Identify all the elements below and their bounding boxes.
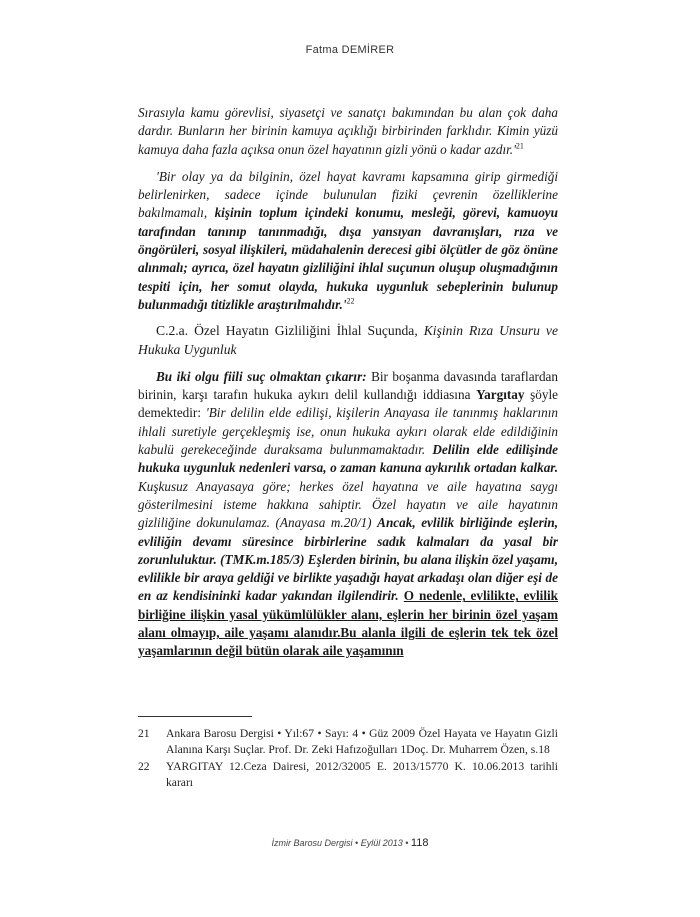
footnote-separator	[138, 716, 252, 717]
quote-2-plain: 'Bir olay ya da bilginin, özel hayat kavramı kapsamına girip girmediği belirlenirken, sadece içinde bulunulan fiziki çevrenin özelliklerine bakılmamalı,	[138, 168, 558, 221]
footnote-21	[138, 726, 558, 757]
page-footer	[0, 837, 700, 849]
footer-journal: İzmir Barosu Dergisi • Eylül 2013 •	[271, 838, 409, 848]
quote-paragraph-1	[138, 104, 558, 159]
section-heading	[138, 322, 558, 359]
footnote-ref-21[interactable]: 21	[515, 141, 524, 151]
main-quote-underlined: O nedenle, evlilikte, evlilik birliğine ilişkin yasal yükümlülükler alanı, eşlerin her birinin özel yaşam alanı olmayıp, aile yaşamı alanıdır.Bu alanla ilgili de eşlerin tek tek özel yaşamlarının değil bütün olarak aile yaşamının	[138, 588, 558, 659]
main-quote-bold-1: Delilin elde edilişinde hukuka uygunluk nedenleri varsa, o zaman kanuna aykırılık ortadan kalkar.	[138, 442, 558, 476]
main-quote-1: 'Bir delilin elde edilişi, kişilerin Anayasa ile tanınmış haklarının ihlali suretiyle gerçekleşmiş ise, onun hukuka aykırı olarak elde edildiğinin kabulü gerekeceğinde duraksama bulunmamaktadır.	[138, 405, 559, 458]
footnote-text: YARGITAY 12.Ceza Dairesi, 2012/32005 E. 2013/15770 K. 10.06.2013 tarihli kararı	[166, 760, 558, 789]
footnote-text: Ankara Barosu Dergisi • Yıl:67 • Sayı: 4 • Güz 2009 Özel Hayata ve Hayatın Gizli Alanına Karşı Suçlar. Prof. Dr. Zeki Hafızoğulları 1Doç. Dr. Muharrem Özen, s.18	[166, 727, 558, 756]
running-head: Fatma DEMİRER	[305, 44, 395, 56]
main-court-name: Yargıtay	[476, 387, 525, 403]
section-heading-part-1: C.2.a. Özel Hayatın Gizliliğini İhlal Suçunda,	[156, 323, 424, 339]
main-text-2: şöyle demektedir:	[138, 387, 558, 421]
footnote-number: 22	[138, 760, 150, 774]
footnotes	[138, 726, 558, 792]
main-text-1: Bir boşanma davasında taraflardan birinin, karşı tarafın hukuka aykırı delil kullandığı iddiasına	[138, 368, 558, 403]
main-lead: Bu iki olgu fiili suç olmaktan çıkarır:	[156, 368, 367, 384]
footnote-ref-22[interactable]: 22	[346, 296, 355, 306]
section-heading-part-2: Kişinin Rıza Unsuru ve Hukuka Uygunluk	[138, 323, 559, 357]
quote-1-text: Sırasıyla kamu görevlisi, siyasetçi ve sanatçı bakımından bu alan çok daha dardır. Bunların her birinin kamuya açıklığı birbirinden farklıdır. Kimin yüzü kamuya daha fazla açıksa onun özel hayatının gizli yönü o kadar azdır.'	[138, 105, 558, 157]
main-quote-bold-2: Ancak, evlilik birliğinde eşlerin, evliliğin devamı süresince birbirlerine sadık kalmaları da yasal bir zorunluluktur. (TMK.m.185/3) Eşlerden birinin, bu alana ilişkin özel yaşamı, evlilikle bir araya geldiği ve birlikte yaşadığı hayat arkadaşı olan diğer eşi de en az kendisininki kadar yakından ilgilendirir.	[138, 515, 558, 604]
main-quote-2: Kuşkusuz Anayasaya göre; herkes özel hayatına ve aile hayatına saygı gösterilmesini isteme hakkına sahiptir. Özel hayatın ve aile hayatının gizliliğine dokunulamaz. (Anayasa m.20/1)	[138, 478, 558, 531]
footnote-22	[138, 759, 558, 790]
body-text	[138, 104, 558, 661]
quote-paragraph-2	[138, 168, 558, 314]
main-paragraph	[138, 368, 558, 661]
quote-2-bold: kişinin toplum içindeki konumu, mesleği, görevi, kamuoyu tarafından tanınıp tanınmadığı, dışa yansıyan davranışları, rıza ve öngörüleri, sosyal ilişkileri, müdahalenin derecesi gibi ölçütler de göz önüne alınmalı; ayrıca, özel hayatın gizliliğini ihlal suçunun oluşup oluşmadığının tespiti için, her somut olayda, hukuka uygunluk sebeplerinin bulunup bulunmadığı titizlikle araştırılmalıdır.'	[138, 205, 558, 312]
page-number: 118	[410, 837, 429, 849]
footnote-number: 21	[138, 727, 150, 740]
